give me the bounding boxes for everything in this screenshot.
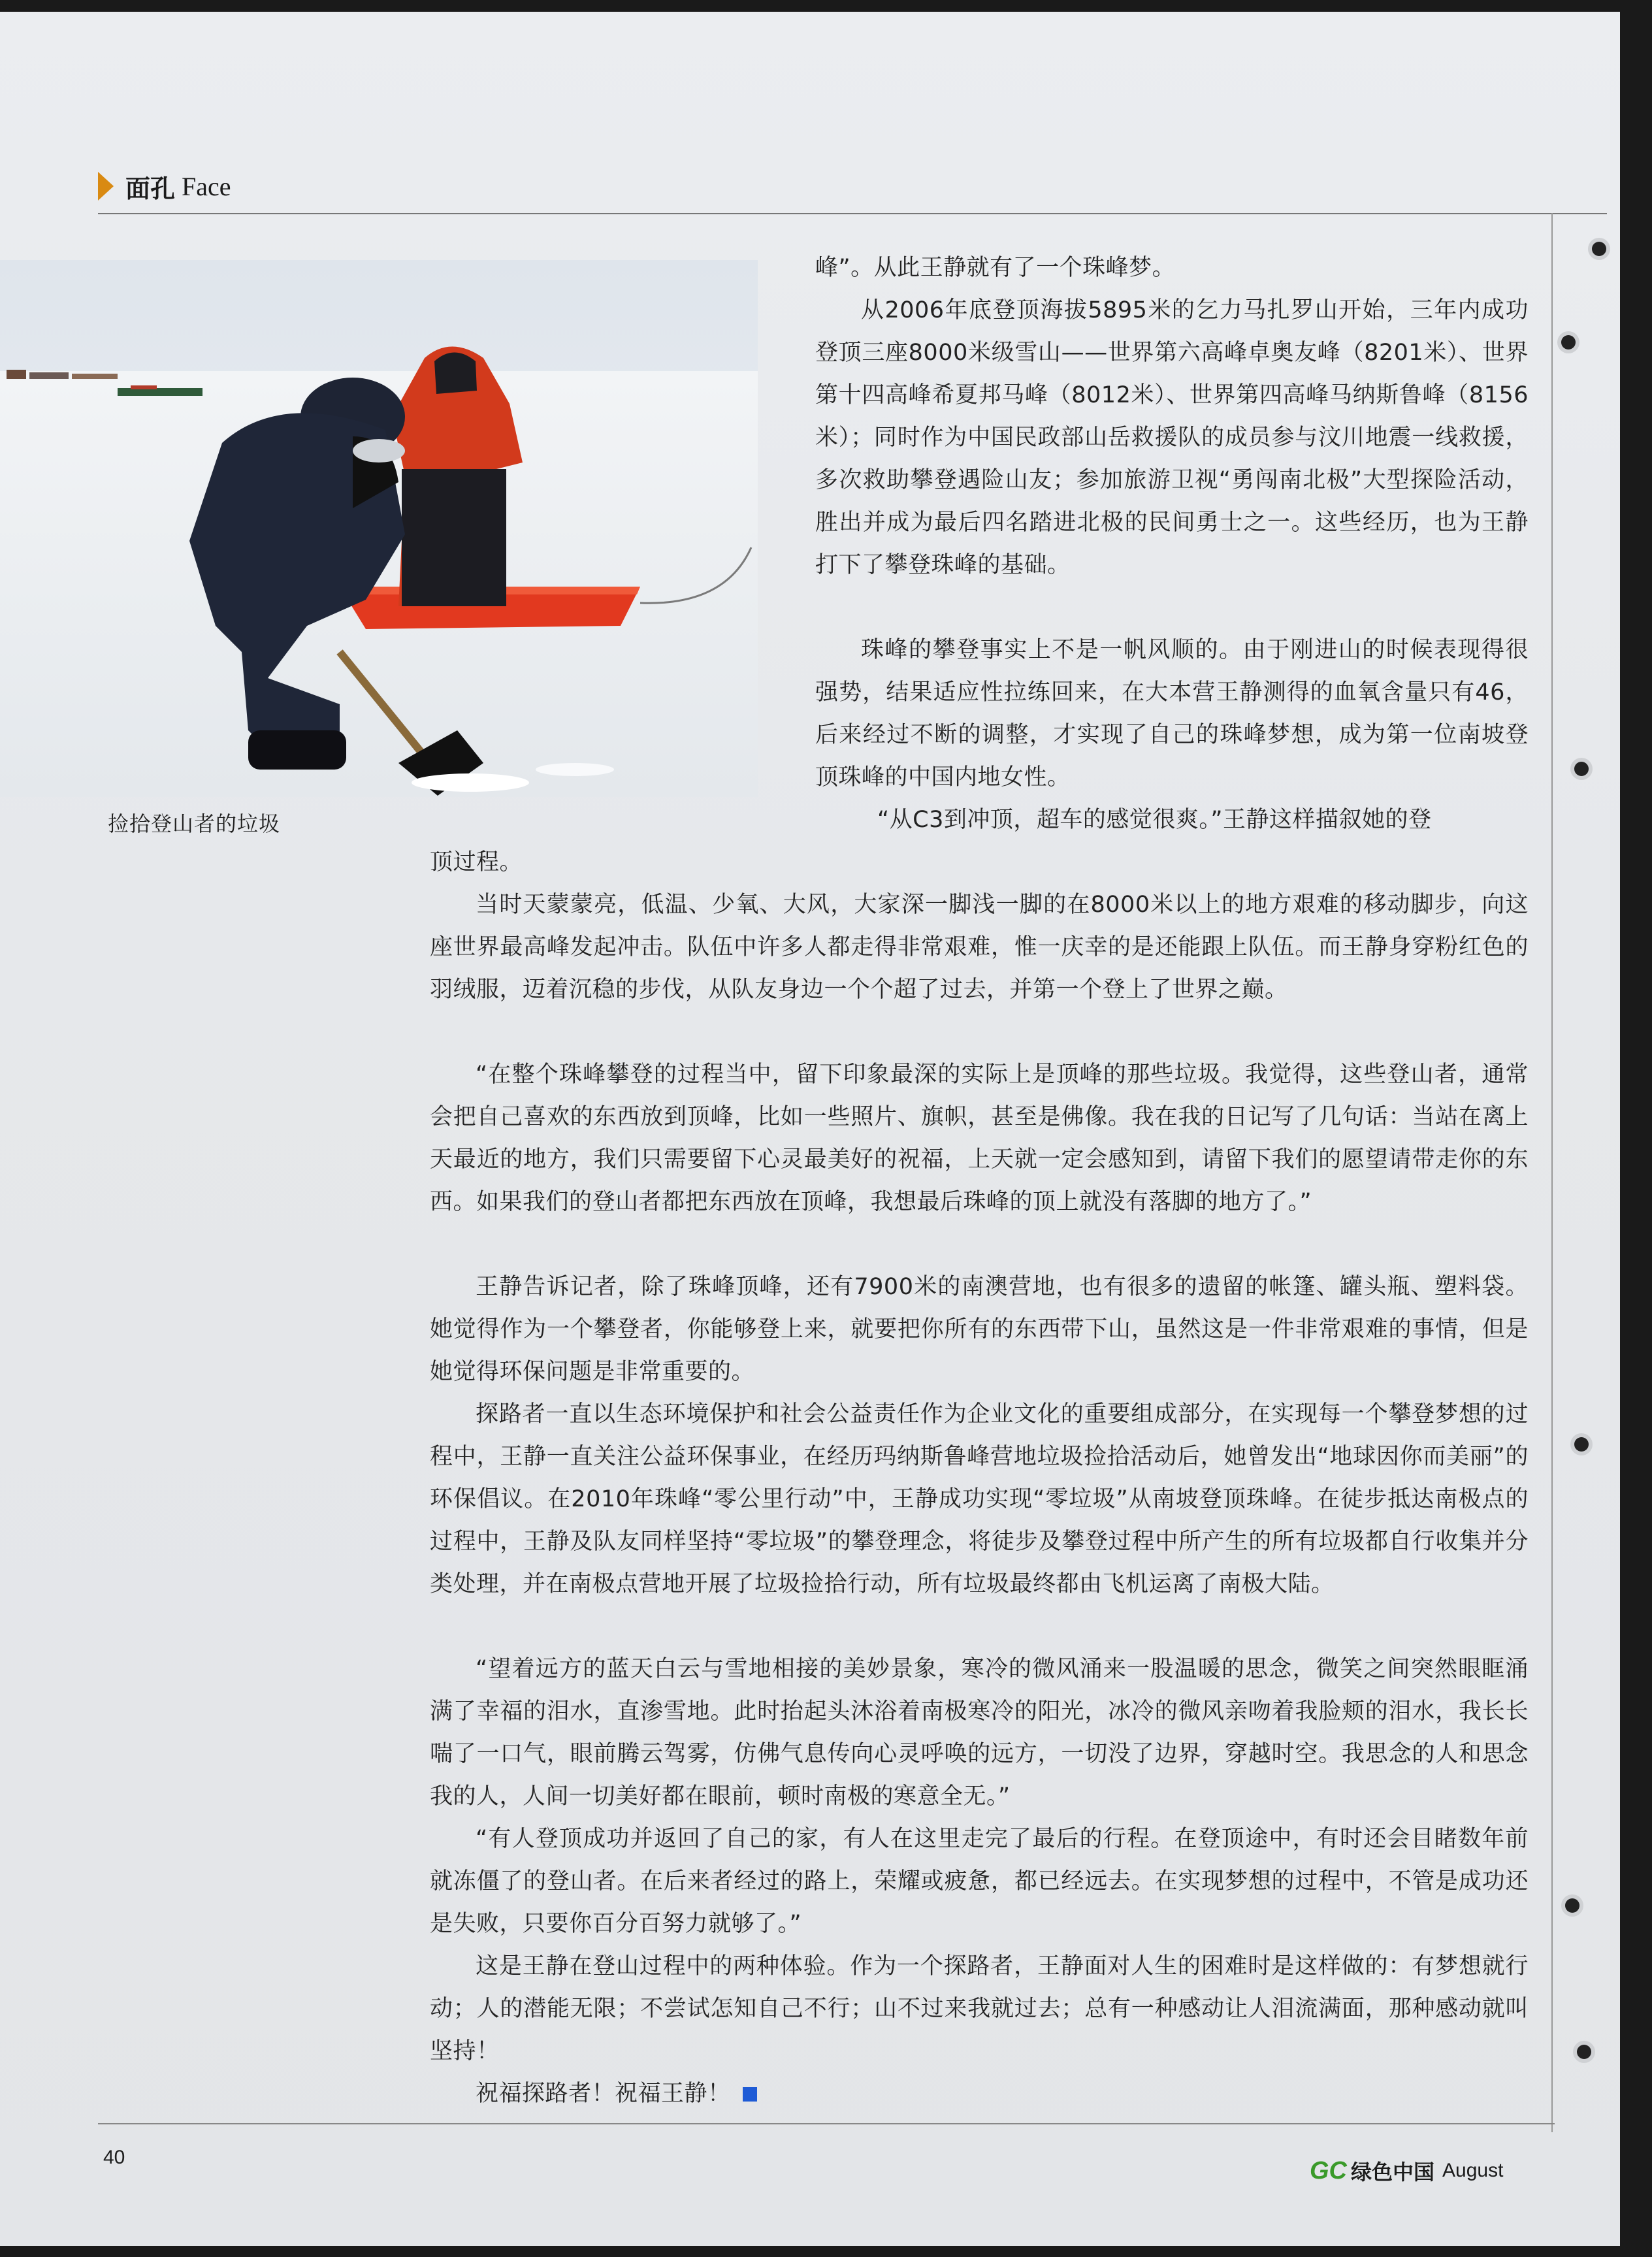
magazine-logo: GC	[1310, 2156, 1347, 2184]
article-photo	[0, 260, 758, 797]
punch-hole-icon	[1574, 1437, 1589, 1452]
article-paragraph: 这是王静在登山过程中的两种体验。作为一个探路者，王静面对人生的困难时是这样做的：有梦想就行动；人的潜能无限；不尝试怎知自己不行；山不过来我就过去；总有一种感动让人泪流满面，那种感动就叫坚持！	[430, 1953, 1529, 2064]
snow-cleanup-photo	[0, 260, 758, 797]
article-paragraph: 当时天蒙蒙亮，低温、少氧、大风，大家深一脚浅一脚的在8000米以上的地方艰难的移动脚步，向这座世界最高峰发起冲击。队伍中许多人都走得非常艰难，惟一庆幸的是还能跟上队伍。而王静身穿粉红色的羽绒服，迈着沉稳的步伐，从队友身边一个个超了过去，并第一个登上了世界之巅。	[430, 892, 1529, 1003]
punch-hole-icon	[1561, 335, 1576, 349]
footer-divider	[98, 2123, 1555, 2124]
section-triangle-icon	[98, 172, 114, 201]
issue-month: August	[1442, 2160, 1504, 2181]
article-paragraph: 探路者一直以生态环境保护和社会公益责任作为企业文化的重要组成部分，在实现每一个攀登梦想的过程中，王静一直关注公益环保事业，在经历玛纳斯鲁峰营地垃圾捡拾活动后，她曾发出“地球因你而美丽”的环保倡议。在2010年珠峰“零公里行动”中，王静成功实现“零垃圾”从南坡登顶珠峰。在徒步抵达南极点的过程中，王静及队友同样坚持“零垃圾”的攀登理念，将徒步及攀登过程中所产生的所有垃圾都自行收集并分类处理，并在南极点营地开展了垃圾捡拾行动，所有垃圾最终都由飞机运离了南极大陆。	[430, 1401, 1529, 1597]
photo-caption: 捡拾登山者的垃圾	[108, 811, 281, 836]
closing-text: 祝福探路者！祝福王静！	[476, 2081, 731, 2107]
section-title-en: Face	[182, 171, 231, 201]
punch-hole-icon	[1577, 2045, 1591, 2059]
end-of-article-icon	[743, 2087, 757, 2102]
magazine-name: 绿色中国	[1351, 2160, 1435, 2184]
page-number: 40	[103, 2147, 125, 2168]
article-paragraph: 王静告诉记者，除了珠峰顶峰，还有7900米的南澳营地，也有很多的遗留的帐篷、罐头瓶、塑料袋。她觉得作为一个攀登者，你能够登上来，就要把你所有的东西带下山，虽然这是一件非常艰难的事情，但是她觉得环保问题是非常重要的。	[430, 1274, 1529, 1385]
article-paragraph: “有人登顶成功并返回了自己的家，有人在这里走完了最后的行程。在登顶途中，有时还会目睹数年前就冻僵了的登山者。在后来者经过的路上，荣耀或疲惫，都已经远去。在实现梦想的过程中，不管是成功还是失败，只要你百分百努力就够了。”	[430, 1826, 1529, 1937]
magazine-brand	[1310, 2156, 1503, 2186]
article-paragraph: “望着远方的蓝天白云与雪地相接的美妙景象，寒冷的微风涌来一股温暖的思念，微笑之间突然眼眶涌满了幸福的泪水，直渗雪地。此时抬起头沐浴着南极寒冷的阳光，冰冷的微风亲吻着我脸颊的泪水，我长长喘了一口气，眼前腾云驾雾，仿佛气息传向心灵呼唤的远方，一切没了边界，穿越时空。我思念的人和思念我的人，人间一切美好都在眼前，顿时南极的寒意全无。”	[430, 1656, 1529, 1810]
section-title-cn: 面孔	[125, 174, 176, 203]
section-header	[98, 163, 231, 209]
punch-hole-icon	[1574, 762, 1589, 776]
article-paragraph: 从2006年底登顶海拔5895米的乞力马扎罗山开始，三年内成功登顶三座8000米级雪山——世界第六高峰卓奥友峰（8201米）、世界第十四高峰希夏邦马峰（8012米）、世界第四高峰马纳斯鲁峰（8156米）；同时作为中国民政部山岳救援队的成员参与汶川地震一线救援，多次救助攀登遇险山友；参加旅游卫视“勇闯南北极”大型探险活动，胜出并成为最后四名踏进北极的民间勇士之一。这些经历，也为王静打下了攀登珠峰的基础。	[815, 297, 1529, 578]
magazine-page	[0, 12, 1620, 2246]
article-closing	[430, 2073, 1529, 2115]
right-margin-divider	[1551, 213, 1553, 2132]
article-paragraph: 顶过程。	[430, 849, 523, 875]
punch-hole-icon	[1592, 242, 1606, 256]
article-paragraph: 峰”。从此王静就有了一个珠峰梦。	[815, 255, 1176, 281]
article-paragraph: “在整个珠峰攀登的过程当中，留下印象最深的实际上是顶峰的那些垃圾。我觉得，这些登山者，通常会把自己喜欢的东西放到顶峰，比如一些照片、旗帜，甚至是佛像。我在我的日记写了几句话：当站在离上天最近的地方，我们只需要留下心灵最美好的祝福，上天就一定会感知到，请留下我们的愿望请带走你的东西。如果我们的登山者都把东西放在顶峰，我想最后珠峰的顶上就没有落脚的地方了。”	[430, 1062, 1529, 1215]
article-paragraph: “从C3到冲顶，超车的感觉很爽。”王静这样描叙她的登	[877, 807, 1432, 833]
punch-hole-icon	[1565, 1898, 1579, 1913]
article-paragraph: 珠峰的攀登事实上不是一帆风顺的。由于刚进山的时候表现得很强势，结果适应性拉练回来，在大本营王静测得的血氧含量只有46，后来经过不断的调整，才实现了自己的珠峰梦想，成为第一位南坡登顶珠峰的中国内地女性。	[815, 637, 1529, 790]
header-divider	[98, 213, 1607, 214]
